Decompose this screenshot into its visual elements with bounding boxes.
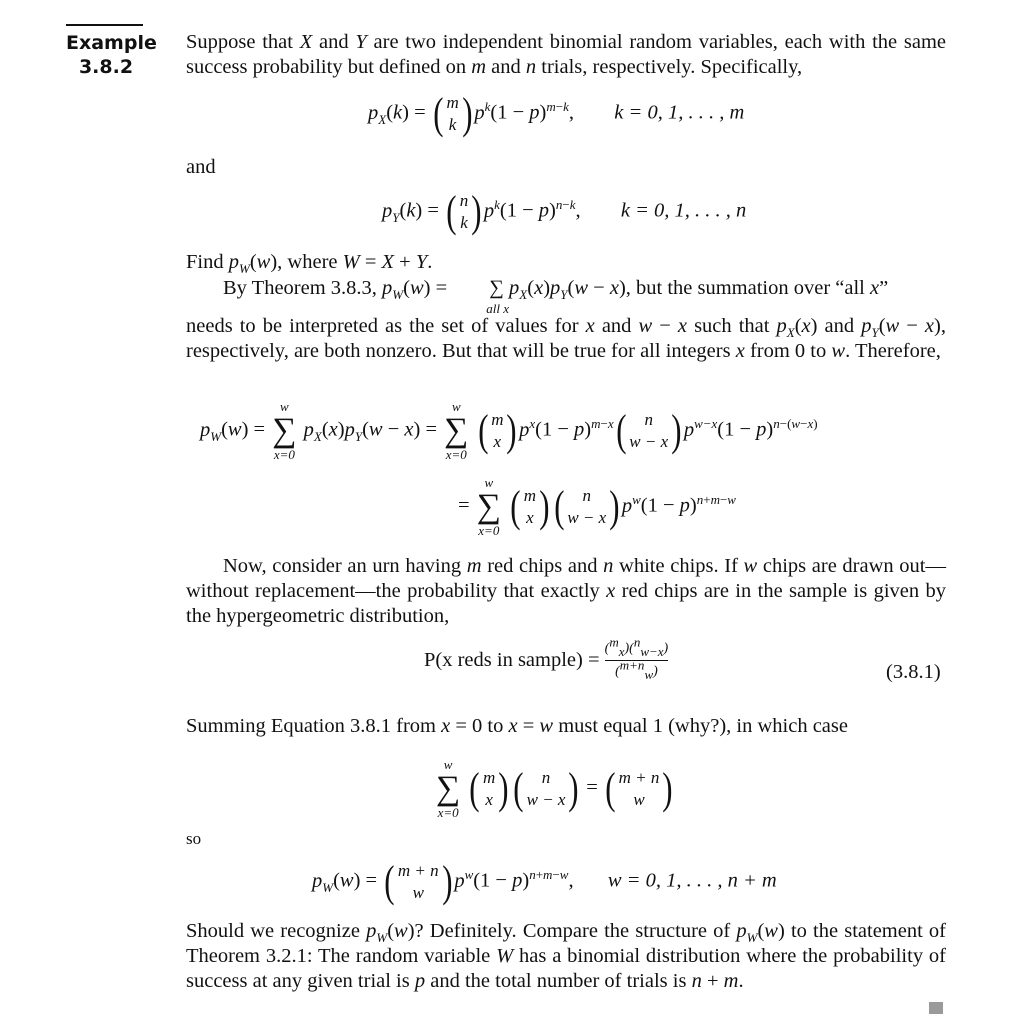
hyper-lhs: P(x reds in sample) = <box>424 649 600 671</box>
equation-number: (3.8.1) <box>886 661 941 683</box>
px-equation: $p_X(k)$ = ( m k ) $p^k(1 - p)^{m-k}$, k = 0, 1, . . . , m <box>368 89 745 138</box>
find-line: Find $p_W(w)$, where W = X + Y. <box>186 251 433 277</box>
example-rule <box>66 24 143 26</box>
final-range: w = 0, 1, . . . , n + m <box>607 869 777 892</box>
py-range: k = 0, 1, . . . , n <box>620 199 747 222</box>
all-x-label: all x <box>486 301 510 316</box>
hypergeometric-equation: P(x reds in sample) = $\frac{(^m_x)(^n_{w-x})}{(^{m+n}_w)}$ <box>424 634 669 682</box>
conclusion-paragraph: Should we recognize $p_W(w)$? Definitely. Compare the structure of $p_W(w)$ to the statement of Theorem 3.2.1: The random variable W has a binomial distribution where the probability of success at any given trial is p and the total number of trials is n + m. <box>186 920 946 992</box>
px-range: k = 0, 1, . . . , m <box>614 101 745 124</box>
convolution-line-2: = w ∑ x=0 ( m x ) ( n w − x ) $p^w(1 - p)^{n+m-w}$ <box>458 475 736 538</box>
theorem-paragraph: By Theorem 3.8.3, $p_W(w)$ = ∑ all x $p_X(x)p_Y(w - x)$, but the summation over “all x” needs to be interpreted as the set of values for x and w − x such that $p_X(x)$ and $p_Y(w - x)$, respectively, are both nonzero. But that will be true for all integers x from 0 to w. Therefore, <box>186 277 946 362</box>
example-word: Example <box>66 32 157 54</box>
and-text: and <box>186 156 216 178</box>
py-equation: $p_Y(k)$ = ( n k ) $p^k(1 - p)^{n-k}$, k = 0, 1, . . . , n <box>382 187 747 236</box>
intro-paragraph: Suppose that X and Y are two independent binomial random variables, each with the same success probability but defined on m and n trials, respectively. Specifically, <box>186 31 946 78</box>
urn-paragraph: Now, consider an urn having m red chips and n white chips. If w chips are drawn out—without replacement—the probability that exactly x red chips are in the sample is given by the hypergeometric distribution, <box>186 555 947 627</box>
example-label <box>66 31 157 79</box>
convolution-line-1: $p_W(w)$ = w ∑ x=0 $p_X(x)p_Y(w - x)$ = w ∑ x=0 ( m x ) $p^x(1 - p)^{m-x}$ ( n w − x ) $p^{w-x}(1 - p)^{n-(w-x)}$ <box>200 399 818 462</box>
so-text: so <box>186 829 202 848</box>
summing-line: Summing Equation 3.8.1 from x = 0 to x = w must equal 1 (why?), in which case <box>186 715 848 737</box>
example-number: 3.8.2 <box>78 56 134 78</box>
final-equation: $p_W(w)$ = ( m + n w ) $p^w(1 - p)^{n+m-w}$, w = 0, 1, . . . , n + m <box>312 857 777 906</box>
vandermonde-identity: w ∑ x=0 ( m x ) ( n w − x ) = ( m + n w ) <box>436 757 673 820</box>
qed-square-icon <box>929 1002 943 1014</box>
